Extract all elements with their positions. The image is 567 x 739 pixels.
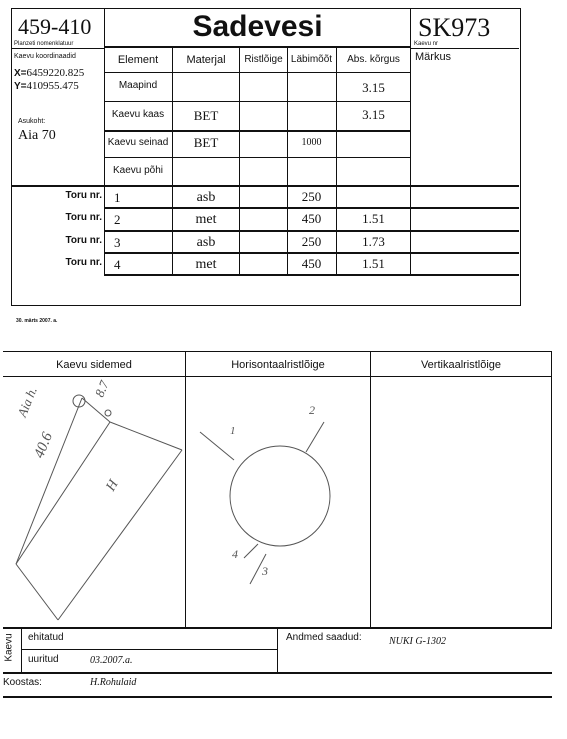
pipe-height: 1.51 bbox=[362, 211, 385, 226]
row-height: 3.15 bbox=[362, 80, 385, 95]
pipe-mark: 3 bbox=[262, 564, 268, 578]
coord-x bbox=[14, 67, 84, 79]
col-header-element: Element bbox=[117, 54, 159, 66]
row-diameter: 1000 bbox=[301, 137, 322, 148]
pipe-material: met bbox=[195, 257, 217, 272]
row-element: Kaevu põhi bbox=[112, 165, 164, 176]
divider bbox=[21, 649, 278, 650]
divider bbox=[104, 274, 519, 276]
col-header-height: Abs. kõrgus bbox=[347, 54, 400, 65]
source-label: Andmed saadud: bbox=[286, 632, 362, 643]
nomenclature-label: Planzeti nomenklatuur bbox=[14, 41, 74, 47]
hand-label: Aia h. bbox=[14, 384, 40, 420]
divider bbox=[104, 157, 411, 158]
col-header-material: Materjal bbox=[186, 54, 226, 66]
pipe-mark: 4 bbox=[232, 547, 238, 561]
divider bbox=[370, 351, 371, 628]
col-vertical: Vertikaalristlõige bbox=[420, 359, 502, 371]
pipe-diameter: 250 bbox=[301, 189, 322, 204]
coords-label: Kaevu koordinaadid bbox=[14, 53, 76, 60]
pipe-no: 3 bbox=[114, 235, 121, 250]
col-header-diameter: Läbimõõt bbox=[290, 54, 333, 65]
pipe-no: 1 bbox=[114, 190, 121, 205]
divider bbox=[11, 185, 519, 187]
date-stamp: 30. märts 2007. a. bbox=[16, 318, 58, 324]
coord-y-value: 410955.475 bbox=[26, 80, 79, 92]
row-material: BET bbox=[193, 108, 219, 123]
pipe-label: Toru nr. bbox=[65, 190, 102, 201]
source-value: NUKI G-1302 bbox=[389, 636, 446, 647]
divider bbox=[104, 252, 519, 254]
divider bbox=[104, 230, 519, 232]
col-header-cross: Ristlõige bbox=[244, 54, 283, 65]
col-links: Kaevu sidemed bbox=[56, 359, 132, 371]
pipe-diameter: 450 bbox=[301, 256, 322, 271]
divider bbox=[104, 130, 411, 132]
location-label: Asukoht: bbox=[18, 118, 46, 125]
coord-y-label: Y= bbox=[14, 81, 27, 92]
pipe-material: asb bbox=[196, 235, 216, 250]
row-element: Maapind bbox=[118, 80, 158, 91]
divider bbox=[104, 46, 411, 48]
pipe-no: 4 bbox=[114, 257, 121, 272]
hand-label: 40.6 bbox=[31, 430, 56, 461]
row-height: 3.15 bbox=[362, 107, 385, 122]
col-horizontal: Horisontaalristlõige bbox=[231, 359, 325, 371]
divider bbox=[104, 207, 519, 209]
well-number: SK973 bbox=[418, 13, 491, 42]
divider bbox=[410, 48, 519, 49]
measured-label: uuritud bbox=[28, 654, 59, 665]
compiled-label: Koostas: bbox=[3, 677, 42, 688]
pipe-label: Toru nr. bbox=[65, 235, 102, 246]
coord-x-value: 6459220.825 bbox=[26, 67, 85, 79]
pipe-material: met bbox=[195, 212, 217, 227]
divider bbox=[3, 696, 552, 698]
col-header-note: Märkus bbox=[415, 51, 452, 63]
divider bbox=[104, 72, 411, 73]
pipe-no: 2 bbox=[114, 212, 121, 227]
page-title: Sadevesi bbox=[192, 10, 323, 43]
divider bbox=[410, 8, 411, 186]
pipe-mark: 1 bbox=[230, 425, 236, 437]
divider bbox=[11, 48, 105, 49]
pipe-label: Toru nr. bbox=[65, 257, 102, 268]
divider bbox=[277, 627, 278, 673]
hand-label: 8.7 bbox=[91, 378, 112, 400]
nomenclature-value: 459-410 bbox=[18, 14, 92, 39]
row-material: BET bbox=[193, 135, 219, 150]
hand-label: H bbox=[103, 477, 122, 494]
compiled-value: H.Rohulaid bbox=[90, 677, 137, 688]
pipe-label: Toru nr. bbox=[65, 212, 102, 223]
measured-value: 03.2007.a. bbox=[90, 655, 133, 666]
divider bbox=[104, 101, 411, 102]
well-number-label: Kaevu nr bbox=[414, 41, 439, 47]
pipe-height: 1.73 bbox=[362, 234, 385, 249]
divider bbox=[21, 627, 22, 673]
location-value: Aia 70 bbox=[18, 128, 56, 143]
coord-x-label: X= bbox=[14, 68, 27, 79]
pipe-height: 1.51 bbox=[362, 256, 385, 271]
footer-side-label: Kaevu bbox=[3, 633, 15, 662]
coord-y bbox=[14, 80, 79, 92]
pipe-diameter: 250 bbox=[301, 234, 322, 249]
pipe-material: asb bbox=[196, 190, 216, 205]
pipe-mark: 2 bbox=[309, 403, 315, 417]
built-label: ehitatud bbox=[28, 632, 64, 643]
divider bbox=[3, 672, 552, 674]
pipe-diameter: 450 bbox=[301, 211, 322, 226]
horizontal-section-sketch bbox=[186, 376, 370, 628]
row-element: Kaevu seinad bbox=[107, 137, 169, 148]
row-element: Kaevu kaas bbox=[111, 109, 165, 120]
